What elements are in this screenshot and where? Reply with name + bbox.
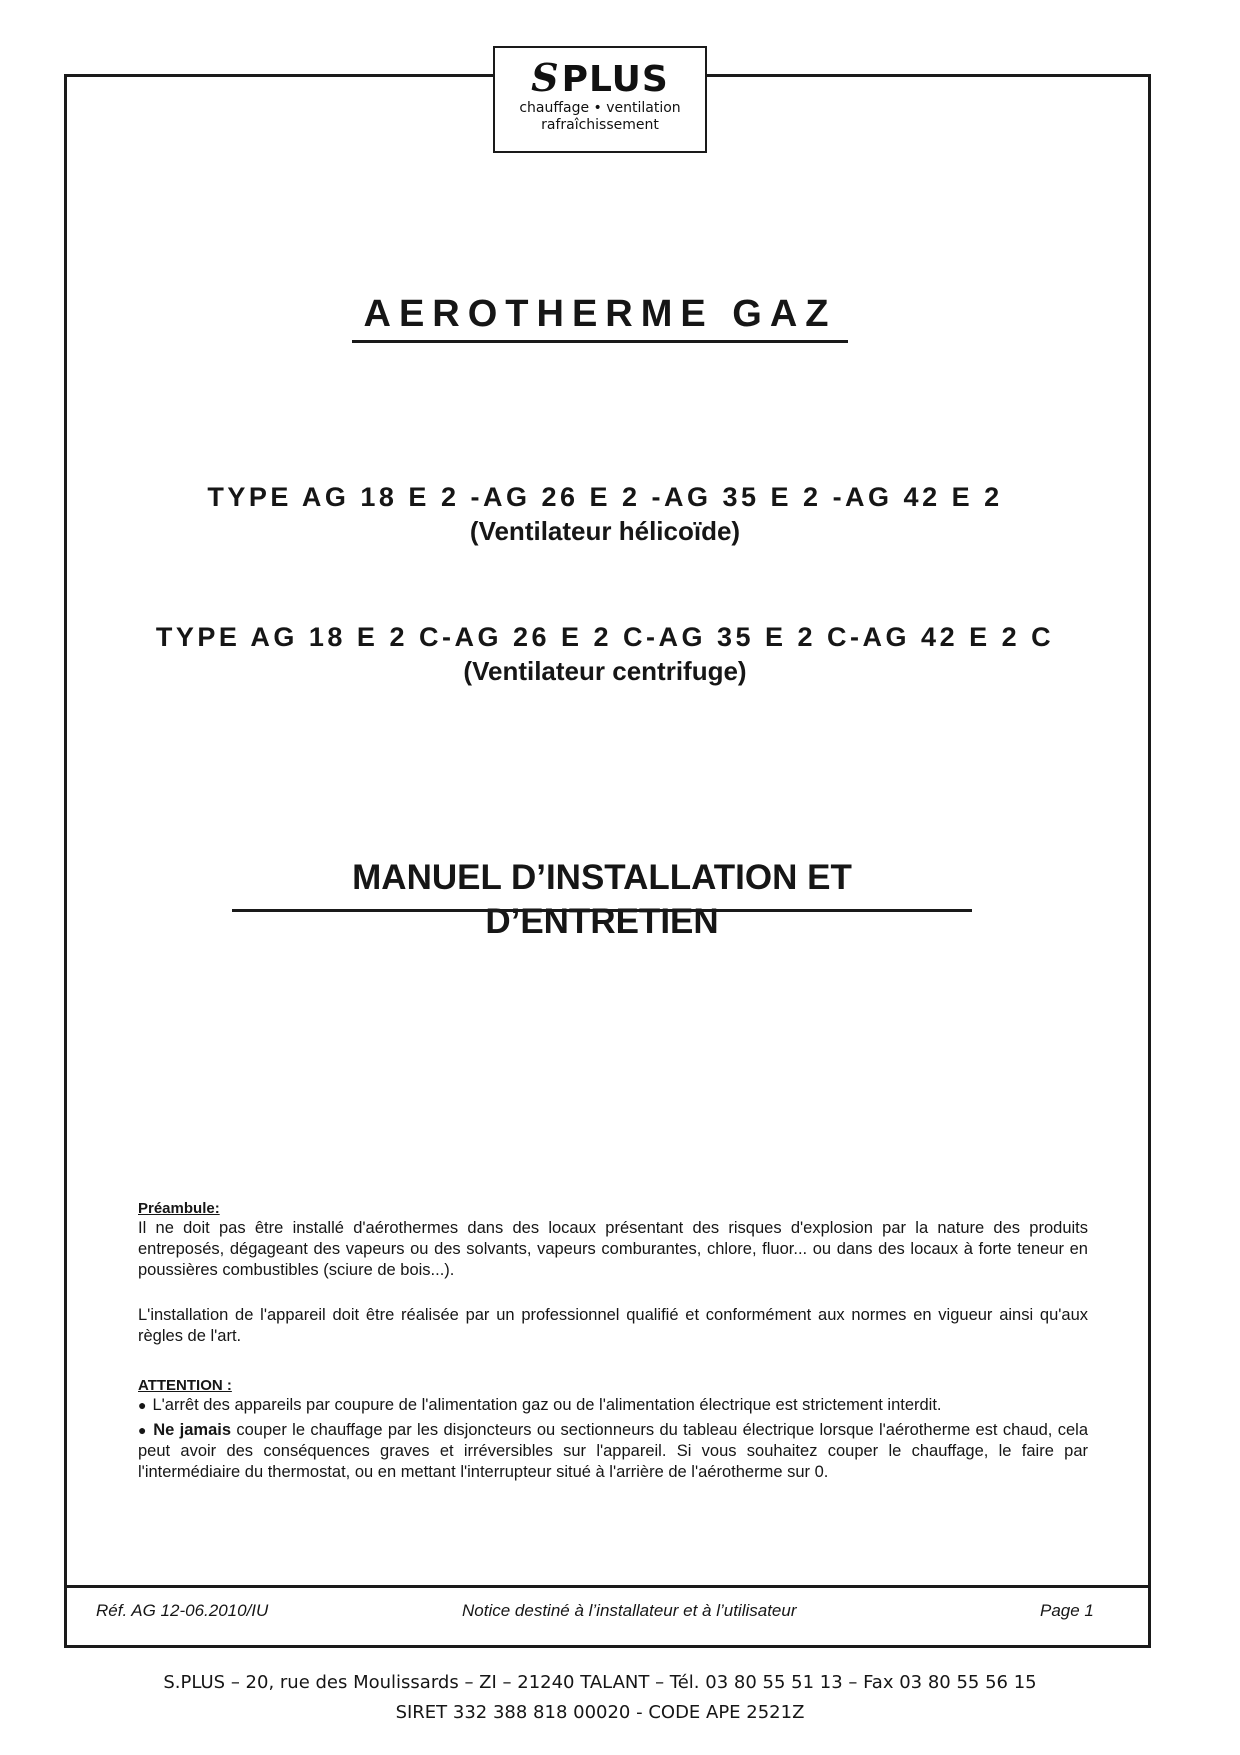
logo-tagline-1: chauffage • ventilation [519,100,681,116]
footer-notice: Notice destiné à l’installateur et à l’utilisateur [462,1601,797,1620]
type-subtitle-helicoide: (Ventilateur hélicoïde) [469,516,741,546]
attention-bullet-1 [138,1395,1088,1416]
footer-divider [64,1585,1151,1588]
logo-tagline-2: rafraîchissement [541,117,659,133]
preamble-paragraph-1: Il ne doit pas être installé d'aérothermes dans des locaux présentant des risques d'explosion par la nature des produits entreposés, dégageant des vapeurs ou des solvants, vapeurs comburantes, chlore, fluor... ou dans des locaux à forte teneur en poussières combustibles (sciure de bois...). [138,1219,1088,1279]
company-address: S.PLUS – 20, rue des Moulissards – ZI – 21240 TALANT – Tél. 03 80 55 51 13 – Fax 03 80 55 56 15 [163,1672,1037,1693]
attention-bullet-1-text: L'arrêt des appareils par coupure de l'alimentation gaz ou de l'alimentation électrique est strictement interdit. [152,1396,942,1414]
company-registration: SIRET 332 388 818 00020 - CODE APE 2521Z [395,1702,805,1723]
document-title: AEROTHERME GAZ [352,292,848,343]
preamble-section [138,1199,1088,1487]
manual-title-underline [232,909,972,912]
type-line-centrifuge: TYPE AG 18 E 2 C-AG 26 E 2 C-AG 35 E 2 C-AG 42 E 2 C [155,622,1055,652]
preamble-heading: Préambule: [138,1200,220,1217]
company-logo [493,46,707,153]
attention-heading: ATTENTION : [138,1377,232,1394]
type-line-helicoide: TYPE AG 18 E 2 -AG 26 E 2 -AG 35 E 2 -AG 42 E 2 [207,482,1003,512]
manual-title: MANUEL D’INSTALLATION ET D’ENTRETIEN [352,858,852,941]
logo-wordmark [495,55,705,100]
preamble-paragraph-2: L'installation de l'appareil doit être réalisée par un professionnel qualifié et conformément aux normes en vigueur ainsi qu'aux règles de l'art. [138,1306,1088,1345]
attention-bullet-2 [138,1420,1088,1483]
attention-bullet-2-strong: Ne jamais [153,1421,232,1439]
bullet-dot-icon: ● [138,1422,148,1438]
footer-page-number: Page 1 [1040,1601,1094,1620]
bullet-dot-icon: ● [138,1397,147,1413]
logo-brand-text: PLUS [561,59,669,100]
logo-s-mark: S [531,55,560,100]
footer-reference: Réf. AG 12-06.2010/IU [96,1601,269,1620]
type-subtitle-centrifuge: (Ventilateur centrifuge) [463,656,747,686]
attention-bullet-2-text: couper le chauffage par les disjoncteurs ou sectionneurs du tableau électrique lorsque l'aérotherme est chaud, cela peut avoir des conséquences graves et irréversibles sur l'appareil. Si vous souhaitez couper le chauffage, le faire par l'intermédiaire du thermostat, ou en mettant l'interrupteur situé à l'arrière de l'aérotherme sur 0. [138,1421,1088,1481]
